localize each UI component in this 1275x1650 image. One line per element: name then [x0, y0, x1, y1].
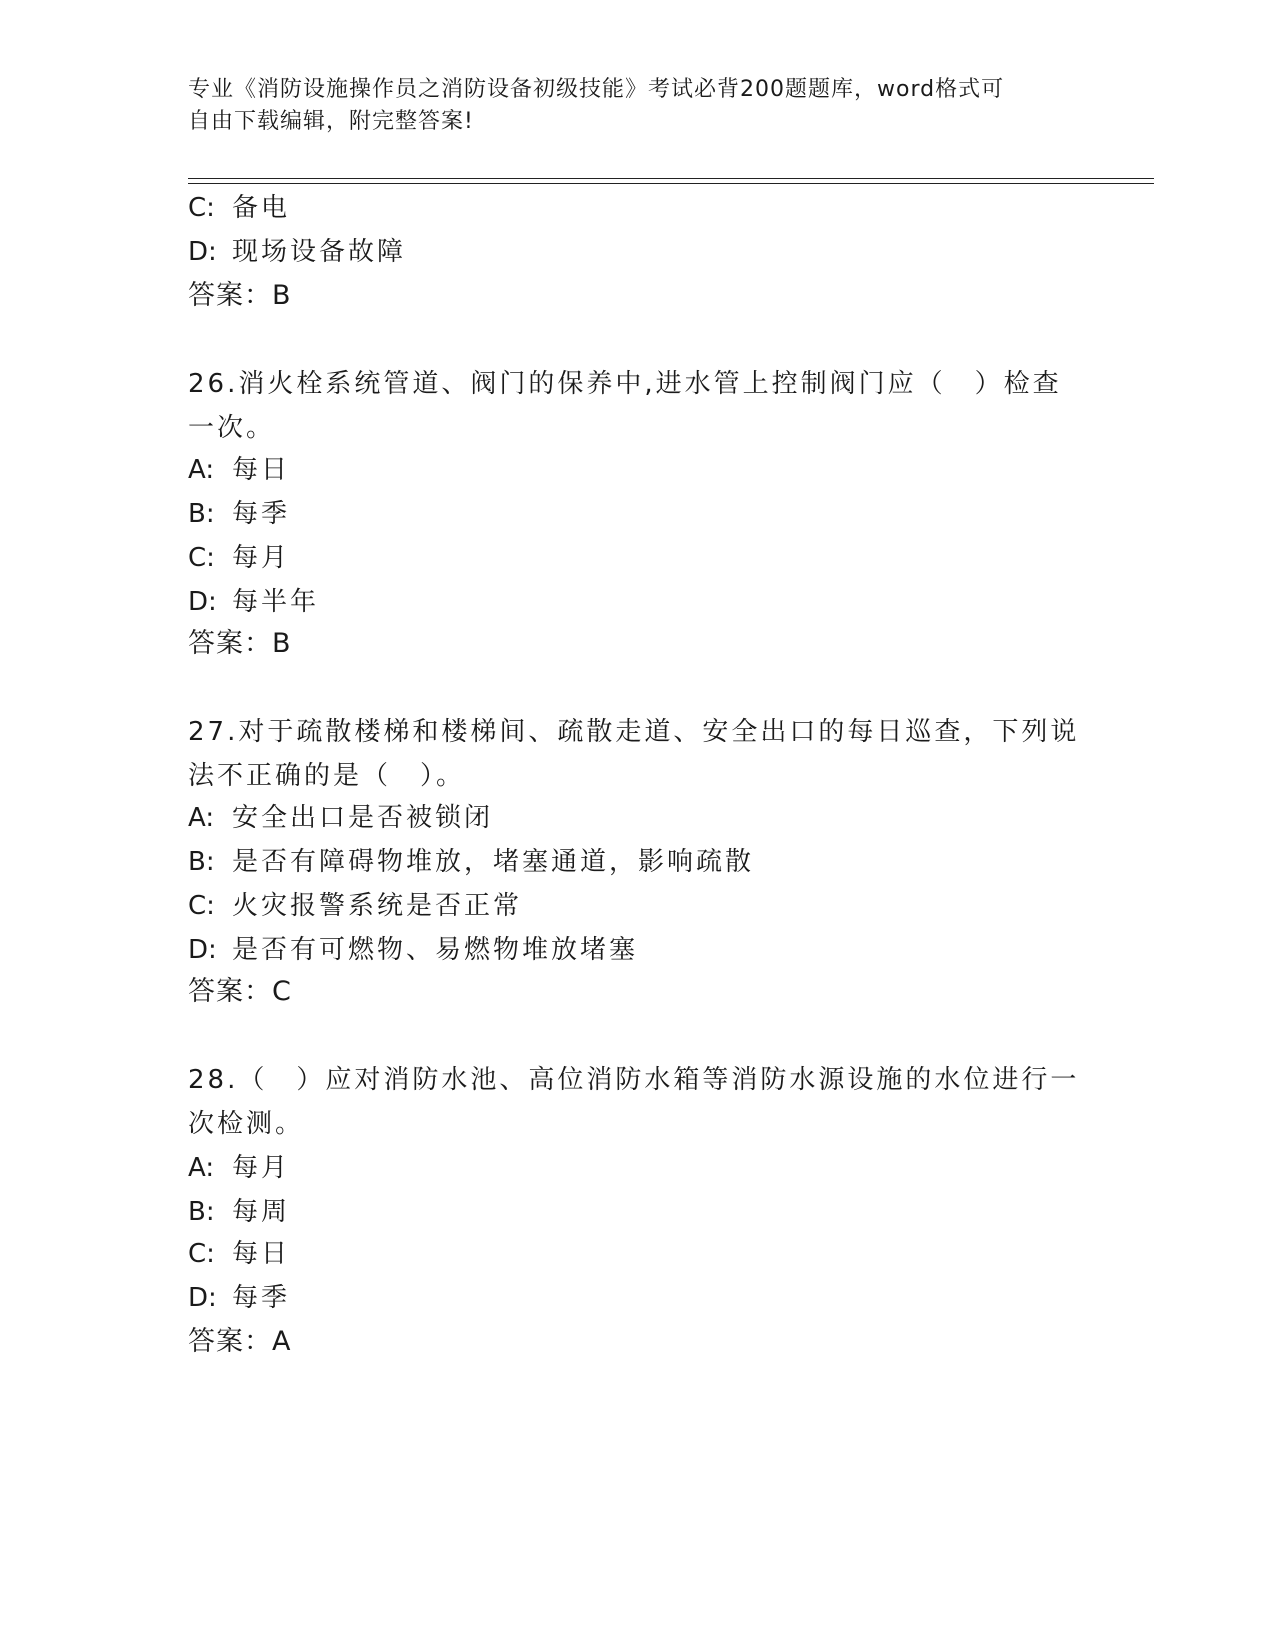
option-line — [188, 1152, 290, 1184]
option-text: 是否有可燃物、易燃物堆放堵塞 — [232, 935, 639, 965]
option-text: 每日 — [232, 455, 291, 485]
option-line — [188, 236, 406, 268]
option-key: B: — [188, 499, 215, 529]
option-text: 备电 — [232, 193, 291, 223]
option-text: 每月 — [232, 543, 291, 573]
question-28-text-line-2: 次检测。 — [188, 1109, 305, 1139]
option-text: 火灾报警系统是否正常 — [232, 891, 523, 921]
option-line — [188, 1282, 290, 1314]
option-key: D: — [188, 1283, 217, 1313]
answer-line: 答案：B — [188, 280, 292, 311]
option-text: 现场设备故障 — [232, 237, 407, 267]
option-line — [188, 802, 493, 834]
option-text: 每季 — [232, 499, 291, 529]
option-line — [188, 1238, 290, 1270]
option-text: 每日 — [232, 1239, 291, 1269]
header-title-line-2: 自由下载编辑，附完整答案! — [188, 109, 474, 134]
option-line — [188, 542, 290, 574]
option-key: A: — [188, 1153, 215, 1183]
option-line — [188, 890, 522, 922]
question-26-text-line-1: 26.消火栓系统管道、阀门的保养中,进水管上控制阀门应（ ）检查 — [188, 369, 1062, 399]
header-rule-bottom — [188, 183, 1154, 184]
question-27-text-line-1: 27.对于疏散楼梯和楼梯间、疏散走道、安全出口的每日巡查，下列说 — [188, 717, 1080, 747]
option-key: D: — [188, 935, 217, 965]
option-key: A: — [188, 803, 215, 833]
option-line — [188, 846, 754, 878]
question-26-text-line-2: 一次。 — [188, 413, 276, 443]
option-key: C: — [188, 1239, 215, 1269]
option-line — [188, 1196, 290, 1228]
document-header — [188, 74, 1088, 138]
option-key: C: — [188, 543, 215, 573]
option-key: B: — [188, 847, 215, 877]
option-line — [188, 934, 638, 966]
option-line — [188, 498, 290, 530]
option-key: C: — [188, 891, 215, 921]
option-text: 每季 — [232, 1283, 291, 1313]
option-line — [188, 454, 290, 486]
question-27-text-line-2: 法不正确的是（ ）。 — [188, 761, 466, 791]
option-key: A: — [188, 455, 215, 485]
option-text: 是否有障碍物堆放，堵塞通道，影响疏散 — [232, 847, 755, 877]
option-key: C: — [188, 193, 215, 223]
option-key: D: — [188, 587, 217, 617]
header-rule-top — [188, 178, 1154, 179]
answer-line: 答案：A — [188, 1326, 292, 1357]
header-title-line-1: 专业《消防设施操作员之消防设备初级技能》考试必背200题题库，word格式可 — [188, 77, 1005, 102]
option-text: 每半年 — [232, 587, 320, 617]
option-line — [188, 192, 290, 224]
question-28-text-line-1: 28.（ ）应对消防水池、高位消防水箱等消防水源设施的水位进行一 — [188, 1065, 1080, 1095]
option-text: 安全出口是否被锁闭 — [232, 803, 494, 833]
answer-line: 答案：B — [188, 628, 292, 659]
option-key: B: — [188, 1197, 215, 1227]
option-text: 每月 — [232, 1153, 291, 1183]
option-line — [188, 586, 319, 618]
option-key: D: — [188, 237, 217, 267]
answer-line: 答案：C — [188, 976, 292, 1007]
option-text: 每周 — [232, 1197, 291, 1227]
